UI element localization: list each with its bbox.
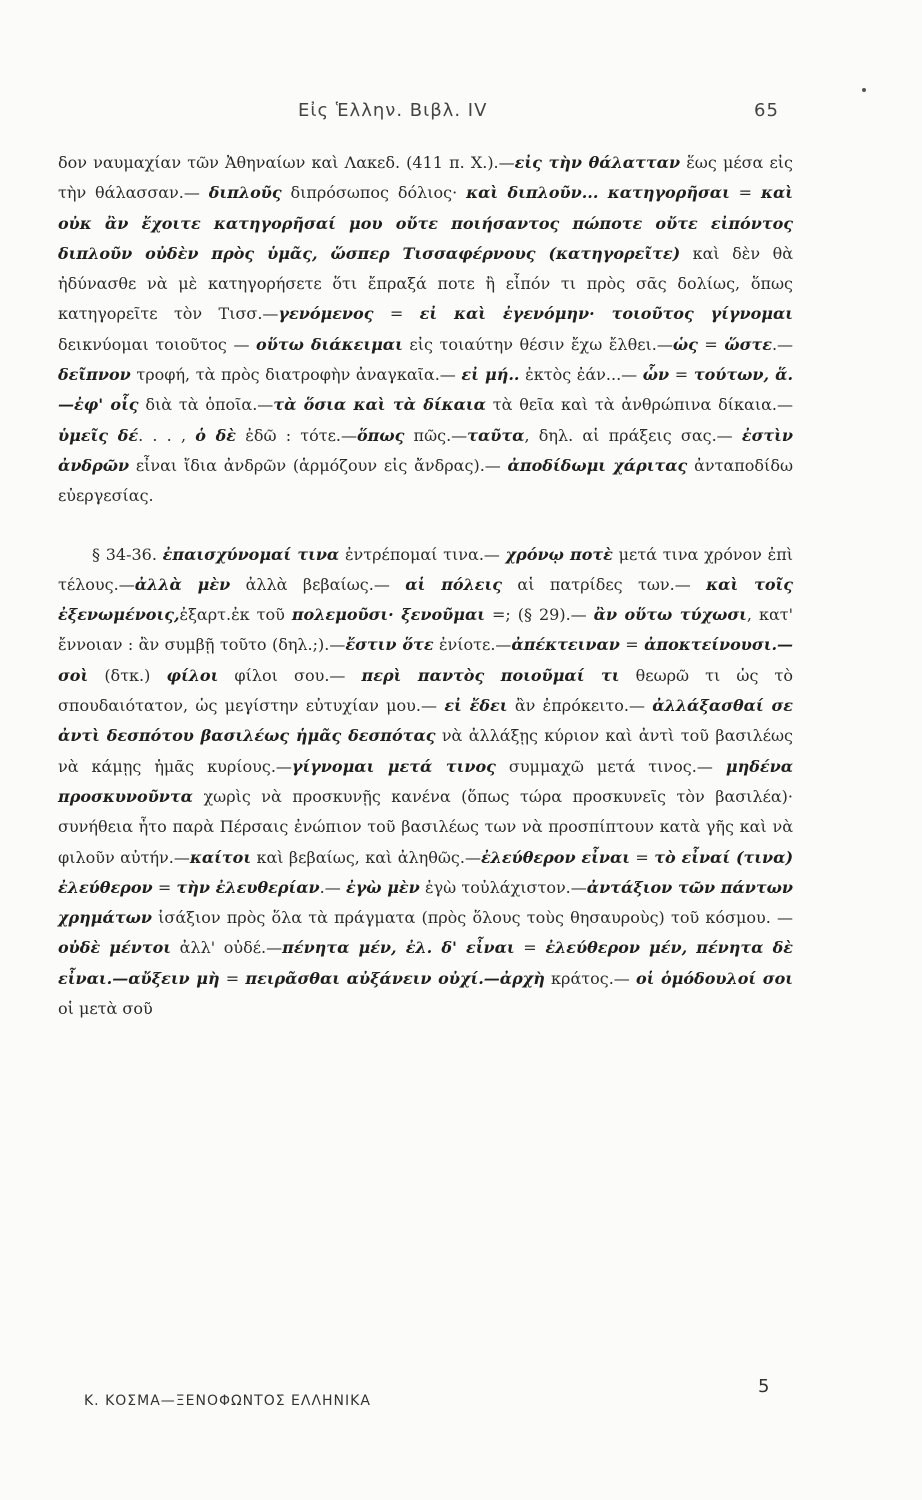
gloss: (δτκ.)	[88, 665, 167, 685]
gloss: =	[619, 635, 645, 655]
lemma: εἰς τὴν θάλατταν	[514, 153, 681, 172]
gloss: .—	[319, 877, 346, 897]
lemma: ἀποδίδωμι χάριτας	[507, 455, 688, 475]
gloss: δεικνύομαι τοιοῦτος —	[58, 334, 257, 354]
lemma: ἀντάξιον τῶν πάντων χρημάτων	[58, 877, 794, 928]
lemma: ἔστιν ὅτε	[345, 635, 434, 655]
gloss: ἐνίοτε.—	[433, 635, 512, 655]
gloss: τὰ θεῖα καὶ τὰ ἀνθρώπινα δίκαια.—	[485, 395, 794, 415]
gloss: αἱ πατρίδες των.—	[502, 574, 707, 594]
gloss: =	[630, 847, 655, 867]
gloss: χωρὶς νὰ προσκυνῇς κανένα (ὅπως τώρα προσκυνεῖς τὸν βασιλέα)· συνήθεια ἦτο παρὰ Πέρσαις ἐνώπιον τοῦ βασιλέως των νὰ προσπίπτουν κατὰ γῆς καὶ νὰ φιλοῦν αὐτήν.—	[58, 786, 793, 867]
ink-speck	[862, 88, 866, 92]
lemma: ὡς	[672, 334, 698, 354]
gloss: =	[729, 183, 761, 203]
lemma: ὅπως	[357, 425, 405, 445]
gloss: κράτος.—	[544, 968, 636, 988]
gloss: , δηλ. αἱ πράξεις σας.—	[524, 425, 742, 445]
lemma: τούτων, ἅ.—ἐφ' οἷς	[58, 365, 794, 415]
lemma: πένητα μέν, ἐλ. δ' εἶναι	[282, 938, 515, 958]
gloss: δον ναυμαχίαν τῶν Ἀθηναίων καὶ Λακεδ. (411 π. Χ.).—	[58, 153, 515, 172]
gloss: πῶς.—	[404, 425, 468, 445]
gloss: εἶναι ἴδια ἀνδρῶν (ἁρμόζουν εἰς ἄνδρας).—	[129, 455, 508, 475]
lemma: ταῦτα	[467, 425, 525, 445]
lemma: πολεμοῦσι· ξενοῦμαι	[291, 605, 486, 625]
gloss: =	[373, 304, 420, 324]
gloss: καὶ βεβαίως, καὶ ἀληθῶς.—	[251, 847, 481, 867]
lemma: δεῖπνον	[58, 365, 131, 385]
gloss: ἀλλὰ βεβαίως.—	[230, 574, 406, 594]
lemma: εἰ μή..	[461, 365, 520, 385]
printer-signature: Κ. ΚΟΣΜΑ—ΞΕΝΟΦΩΝΤΟΣ ΕΛΛΗΝΙΚΑ	[84, 1393, 371, 1409]
gloss: =	[697, 334, 725, 354]
gloss: εἰς τοιαύτην θέσιν ἔχω ἔλθει.—	[402, 334, 673, 354]
paragraph-1	[58, 148, 793, 512]
gloss: καὶ δὲν θὰ ἠδύνασθε νὰ μὲ κατηγορήσετε ὅτι ἔπραξά ποτε ἢ εἶπόν τι πρὸς σᾶς δολίως, ὅπως κατηγορεῖτε τὸν Τισσ.—	[58, 243, 794, 324]
lemma: οἱ ὁμόδουλοί σοι	[635, 968, 793, 988]
lemma: ἀλλὰ μὲν	[134, 574, 231, 594]
gloss: διπρόσωπος δόλιος·	[281, 183, 467, 203]
gloss: φίλοι σου.—	[218, 665, 362, 685]
lemma: εἰ καὶ ἐγενόμην· τοιοῦτος γίγνομαι	[419, 304, 794, 324]
lemma: ἐλεύθερον μέν, πένητα δὲ εἶναι.—αὔξειν μὴ	[58, 938, 794, 988]
lemma: ὥστε	[724, 334, 772, 354]
lemma: καὶ οὐκ ἂν ἔχοιτε κατηγορῆσαί μου οὔτε ποιήσαντος πώποτε οὔτε εἰπόντος διπλοῦν οὐδὲν πρὸς ὑμᾶς, ὥσπερ Τισσαφέρνους (κατηγορεῖτε)	[58, 183, 793, 263]
gloss: ἰσάξιον πρὸς ὅλα τὰ πράγματα (πρὸς ὅλους τοὺς θησαυροὺς) τοῦ κόσμου. —	[151, 908, 793, 928]
gloss: . . . ,	[138, 425, 196, 445]
lemma: πειρᾶσθαι αὐξάνειν οὐχί.—ἀρχὴ	[245, 968, 545, 988]
lemma: αἱ πόλεις	[405, 574, 503, 594]
lemma: φίλοι	[166, 665, 219, 685]
page-number: 65	[754, 100, 779, 121]
commentary-text	[58, 148, 793, 1024]
lemma: μηδένα προσκυνοῦντα	[58, 756, 794, 806]
gloss: ἕως μέσα εἰς τὴν θάλασσαν.—	[58, 153, 794, 203]
lemma: ἐστὶν ἀνδρῶν	[58, 425, 794, 475]
gloss: =	[219, 968, 246, 988]
lemma: γίγνομαι μετά τινος	[291, 756, 496, 776]
lemma: καὶ διπλοῦν... κατηγορῆσαι	[466, 183, 730, 203]
gloss: =; (§ 29).—	[485, 605, 594, 625]
gloss: , κατ' ἔννοιαν : ἂν συμβῇ τοῦτο (δηλ.;).—	[58, 605, 793, 655]
lemma: ἀλλάξασθαί σε ἀντὶ δεσπότου βασιλέως ἡμᾶς δεσπότας	[58, 696, 794, 746]
gloss: μετά τινα χρόνον ἐπὶ τέλους.—	[58, 544, 794, 594]
gloss: θεωρῶ τι ὡς τὸ σπουδαιότατον, ὡς μεγίστην εὐτυχίαν μου.—	[58, 665, 793, 716]
lemma: οὐδὲ μέντοι	[58, 938, 172, 958]
gloss: τροφή, τὰ πρὸς διατροφὴν ἀναγκαῖα.—	[130, 365, 462, 385]
lemma: ὧν	[642, 365, 670, 385]
lemma: ἀποκτείνουσι.—σοὶ	[58, 635, 794, 685]
lemma: τὸ εἶναί (τινα) ἐλεύθερον	[58, 847, 794, 897]
lemma: ἐπαισχύνομαί τινα	[162, 544, 340, 564]
gloss: =	[152, 877, 177, 897]
lemma: περὶ παντὸς ποιοῦμαί τι	[361, 665, 620, 685]
gloss: .—	[771, 334, 794, 354]
gloss: ἐντρέπομαί τινα.—	[339, 544, 506, 564]
lemma: τὰ ὅσια καὶ τὰ δίκαια	[273, 395, 486, 415]
lemma: ἂν οὕτω τύχωσι	[593, 605, 747, 625]
lemma: ἐγὼ μὲν	[345, 877, 420, 897]
lemma: καίτοι	[189, 847, 252, 867]
gloss: νὰ ἀλλάξῃς κύριον καὶ ἀντὶ τοῦ βασιλέως νὰ κάμῃς ἡμᾶς κυρίους.—	[58, 726, 794, 776]
lemma: ὑμεῖς δέ	[58, 425, 139, 445]
gloss: ἐκτὸς ἐάν...—	[519, 365, 643, 385]
gloss: ἀνταποδίδω εὐεργεσίας.	[58, 455, 793, 506]
paragraph-section-34-36	[58, 540, 793, 1025]
lemma: χρόνῳ ποτὲ	[505, 544, 613, 564]
lemma: ἀπέκτειναν	[511, 635, 620, 655]
lemma: διπλοῦς	[208, 183, 282, 203]
gloss: ἐδῶ : τότε.—	[236, 425, 357, 445]
lemma: γενόμενος	[278, 304, 374, 324]
lemma: τὴν ἐλευθερίαν	[176, 877, 320, 897]
gloss: συμμαχῶ μετά τινος.—	[495, 756, 726, 776]
gloss: ἐξαρτ.ἐκ τοῦ	[179, 605, 292, 625]
gloss: ἐγὼ τοὐλάχιστον.—	[419, 877, 587, 897]
gloss: =	[669, 365, 694, 385]
lemma: οὕτω διάκειμαι	[256, 334, 403, 354]
running-title: Εἰς Ἑλλην. Βιβλ. IV	[298, 100, 488, 121]
gloss: οἱ μετὰ σοῦ	[58, 999, 153, 1019]
gloss: διὰ τὰ ὁποῖα.—	[138, 395, 274, 415]
gloss: § 34-36.	[92, 544, 163, 564]
gloss: =	[514, 938, 546, 958]
lemma: εἰ ἔδει	[444, 696, 508, 716]
lemma: ὁ δὲ	[195, 425, 237, 445]
lemma: καὶ τοῖς ἐξενωμένοις,	[58, 574, 794, 625]
gloss: ἀλλ' οὐδέ.—	[171, 938, 283, 958]
sheet-number: 5	[758, 1376, 770, 1397]
lemma: ἐλεύθερον εἶναι	[480, 847, 631, 867]
gloss: ἂν ἐπρόκειτο.—	[507, 696, 653, 716]
